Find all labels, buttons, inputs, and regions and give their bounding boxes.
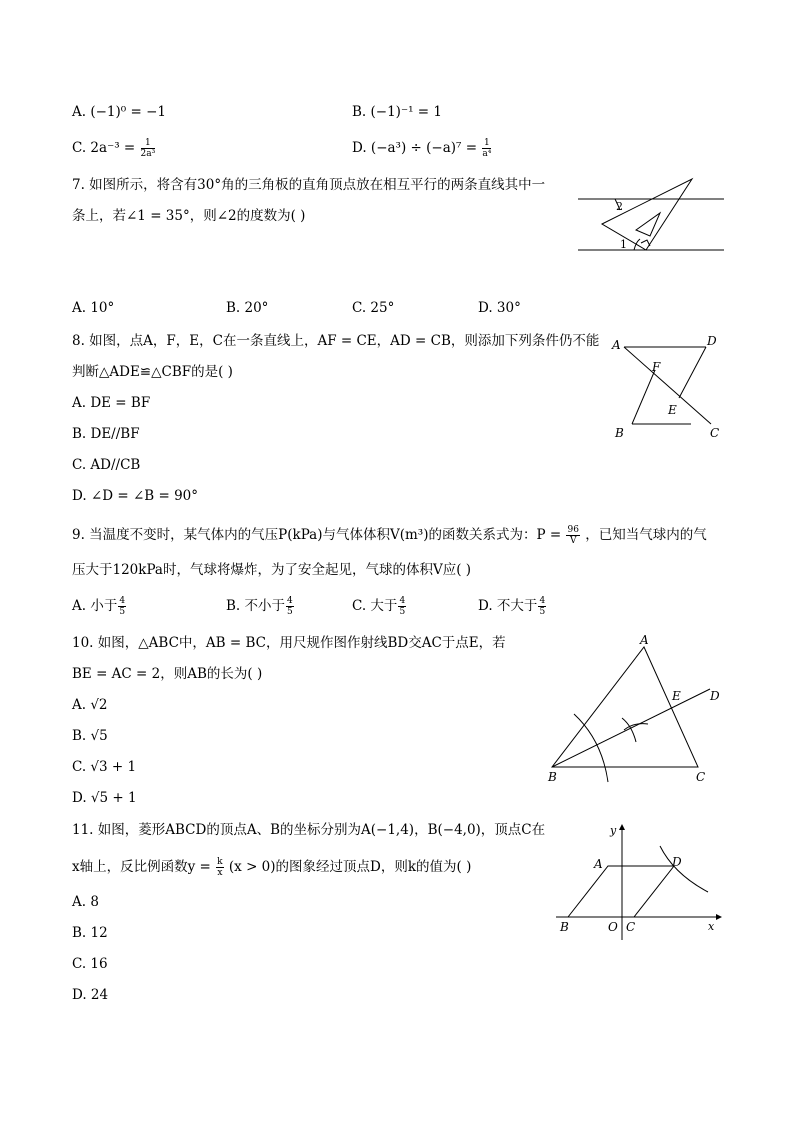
q10-label-a: A — [640, 633, 649, 647]
q7-stem-line1: 7. 如图所示，将含有30°角的三角板的直角顶点放在相互平行的两条直线其中一 — [72, 177, 546, 193]
q7-figure — [578, 176, 724, 254]
q9-option-c-numerator: 4 — [399, 596, 406, 606]
q11-function-denominator: x — [217, 868, 223, 878]
q9-option-d-text: D. 不大于 — [478, 598, 538, 614]
q9-option-b-denominator: 5 — [287, 607, 293, 617]
q11-stem-line1: 11. 如图，菱形ABCD的顶点A、B的坐标分别为A(−1,4)，B(−4,0)，顶点C在 — [72, 822, 546, 838]
q6-option-c-fraction — [141, 138, 156, 159]
q8-label-a: A — [612, 338, 621, 352]
q11-function-numerator: k — [217, 857, 223, 867]
q9-option-c-fraction — [398, 596, 406, 617]
q7-label-2: 2 — [616, 200, 623, 213]
q7-option-c: C. 25° — [352, 300, 395, 316]
q7-label-1: 1 — [620, 238, 627, 251]
q11-option-d: D. 24 — [72, 987, 109, 1003]
q9-option-a — [72, 596, 127, 617]
q6-option-c — [72, 138, 156, 159]
q9-option-a-denominator: 5 — [119, 607, 126, 617]
q10-stem-line2: BE = AC = 2，则AB的长为( ) — [72, 666, 263, 682]
q11-label-b: B — [560, 920, 569, 934]
q8-figure — [608, 333, 724, 441]
q8-stem-line2: 判断△ADE≌△CBF的是( ) — [72, 364, 233, 380]
q9-option-b-numerator: 4 — [287, 596, 293, 606]
q7-option-d: D. 30° — [478, 300, 521, 316]
q6-option-b: B. (−1)⁻¹ = 1 — [352, 104, 442, 120]
q9-option-a-numerator: 4 — [119, 596, 126, 606]
q8-segment-bf — [632, 370, 655, 424]
q6-option-d-fraction — [482, 138, 491, 159]
q11-figure — [556, 818, 726, 942]
q8-stem-line1: 8. 如图，点A，F，E，C在一条直线上，AF = CE，AD = CB，则添加下列条件仍不能 — [72, 333, 600, 349]
q9-stem-line1 — [72, 525, 707, 546]
q9-option-c-denominator: 5 — [399, 607, 406, 617]
q7-stem-line2: 条上，若∠1 = 35°，则∠2的度数为( ) — [72, 208, 306, 224]
q10-figure — [540, 630, 726, 786]
q8-label-d: D — [707, 334, 717, 348]
q9-option-d-denominator: 5 — [539, 607, 546, 617]
q6-option-a: A. (−1)⁰ = −1 — [72, 104, 166, 120]
q10-option-c: C. √3 + 1 — [72, 759, 137, 775]
q9-formula-fraction — [566, 525, 579, 546]
q7-triangle-ruler-outer — [602, 179, 692, 250]
q6-option-d-text: D. (−a³) ÷ (−a)⁷ = — [352, 140, 478, 156]
q8-label-b: B — [615, 426, 624, 440]
q8-option-a: A. DE = BF — [72, 395, 151, 411]
q11-label-y: y — [610, 824, 617, 837]
q8-label-e: E — [668, 403, 677, 417]
q11-label-o: O — [608, 920, 618, 934]
q6-option-c-denominator: 2a³ — [140, 149, 156, 159]
q8-segment-de — [679, 347, 706, 398]
q9-option-d — [478, 596, 547, 617]
q11-label-a: A — [594, 857, 603, 871]
q8-label-f: F — [652, 360, 661, 374]
q6-option-d — [352, 138, 492, 159]
q9-stem-line1-text: 9. 当温度不变时，某气体内的气压P(kPa)与气体体积V(m³)的函数关系式为：P = — [72, 527, 562, 543]
q9-option-b — [226, 596, 295, 617]
q11-function-fraction — [216, 857, 223, 878]
q11-x-axis-arrow — [716, 914, 722, 920]
q11-label-c: C — [626, 920, 636, 934]
q10-option-b: B. √5 — [72, 728, 108, 744]
q11-label-d: D — [672, 855, 682, 869]
q9-stem-line1-tail: ，已知当气球内的气 — [585, 527, 707, 543]
q8-option-c: C. AD//CB — [72, 457, 141, 473]
q10-label-b: B — [548, 770, 557, 784]
q8-option-b: B. DE//BF — [72, 426, 140, 442]
q10-arc-small-2 — [624, 724, 648, 730]
q11-hyperbola — [660, 846, 708, 892]
q9-option-a-text: A. 小于 — [72, 598, 118, 614]
q9-option-c — [352, 596, 407, 617]
q11-stem-line2-tail: (x > 0)的图象经过顶点D，则k的值为( ) — [228, 859, 472, 875]
q6-option-d-numerator: 1 — [483, 138, 490, 148]
q11-rhombus-abcd — [568, 866, 674, 917]
q10-stem-line1: 10. 如图，△ABC中，AB = BC，用尺规作图作射线BD交AC于点E，若 — [72, 635, 506, 651]
q7-triangle-ruler-inner — [636, 213, 660, 236]
q11-stem-line2 — [72, 857, 471, 878]
q9-option-c-text: C. 大于 — [352, 598, 398, 614]
q11-label-x: x — [708, 920, 715, 933]
q11-option-c: C. 16 — [72, 956, 108, 972]
q9-formula-denominator: V — [569, 536, 577, 546]
q10-label-e: E — [672, 689, 681, 703]
q8-option-d: D. ∠D = ∠B = 90° — [72, 488, 199, 504]
q10-label-c: C — [696, 770, 706, 784]
q9-option-d-fraction — [538, 596, 546, 617]
q11-y-axis-arrow — [619, 824, 625, 830]
q11-option-b: B. 12 — [72, 925, 108, 941]
q6-option-c-numerator: 1 — [141, 138, 156, 149]
q10-option-d: D. √5 + 1 — [72, 790, 137, 806]
q11-stem-line2-text: x轴上，反比例函数y = — [72, 859, 211, 875]
q9-stem-line2: 压大于120kPa时，气球将爆炸，为了安全起见，气球的体积V应( ) — [72, 562, 472, 578]
q6-option-c-text: C. 2a⁻³ = — [72, 140, 136, 156]
q9-option-d-numerator: 4 — [539, 596, 546, 606]
q9-option-b-fraction — [286, 596, 294, 617]
q10-option-a: A. √2 — [72, 697, 108, 713]
q9-option-a-fraction — [118, 596, 126, 617]
q10-triangle-abc — [552, 647, 698, 767]
q9-option-b-text: B. 不小于 — [226, 598, 286, 614]
q10-label-d: D — [710, 689, 720, 703]
q8-label-c: C — [710, 426, 720, 440]
q7-option-a: A. 10° — [72, 300, 115, 316]
q9-formula-numerator: 96 — [567, 525, 579, 535]
q7-option-b: B. 20° — [226, 300, 269, 316]
q11-option-a: A. 8 — [72, 894, 99, 910]
q6-option-d-denominator: a⁴ — [482, 149, 492, 159]
